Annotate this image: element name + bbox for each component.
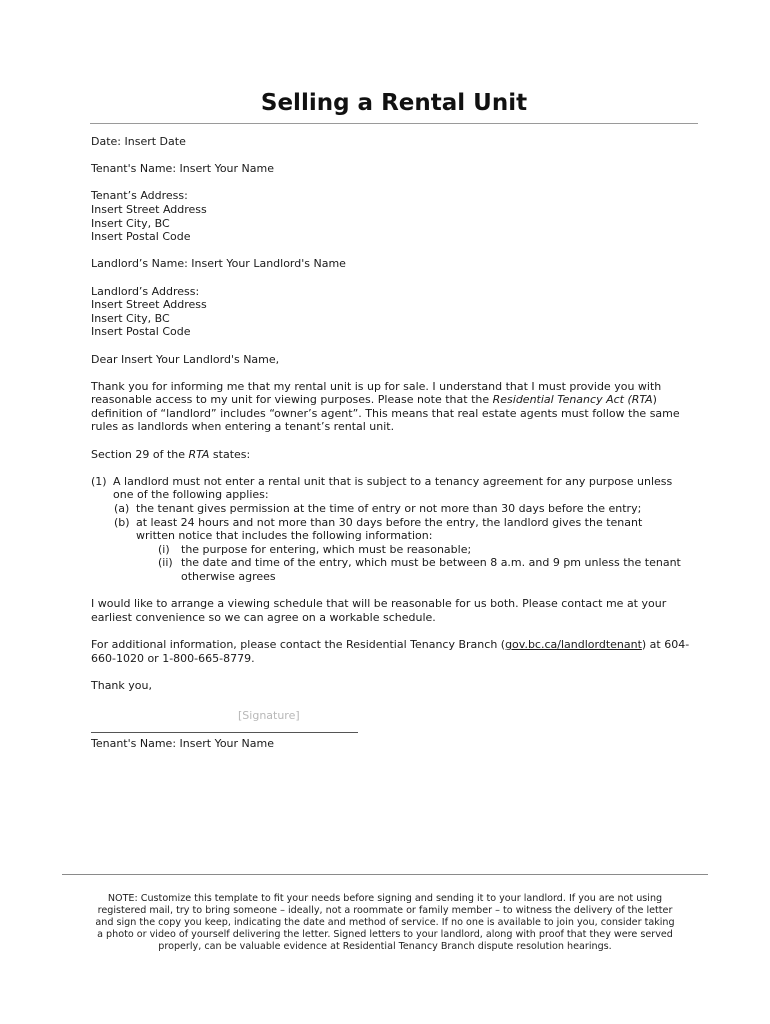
letter-body [91,135,691,692]
page-title: Selling a Rental Unit [260,90,528,116]
tenant-city: Insert City, BC [91,216,170,230]
tenant-postal: Insert Postal Code [91,230,191,244]
tenant-name-line: Tenant's Name: Insert Your Name [91,162,274,176]
viewing-paragraph: I would like to arrange a viewing schedule that will be reasonable for us both. Please contact me at your earliest convenience so we can agree on a workable schedule. [91,597,667,624]
clause-1a: (a) the tenant gives permission at the time of entry or not more than 30 days before the entry; [114,502,642,516]
signature-line [91,732,358,733]
footer-note: NOTE: Customize this template to fit your needs before signing and sending it to your landlord. If you are not using registered mail, try to bring someone – ideally, not a roommate or family member – to witness the delivery of the letter and sign the copy you keep, indicating the date and method of service. If no one is available to join you, consider taking a photo or video of yourself delivering the letter. Signed letters to your landlord, along with proof that they were served properly, can be valuable evidence at Residential Tenancy Branch dispute resolution hearings. [95,893,675,952]
clause-1b: (b) at least 24 hours and not more than 30 days before the entry, the landlord gives the tenant written notice that includes the following information: [114,515,643,543]
date-line: Date: Insert Date [91,135,186,148]
landlord-street: Insert Street Address [91,298,207,312]
signature-field[interactable]: [Signature] [238,709,300,722]
landlord-postal: Insert Postal Code [91,325,191,339]
tenant-street: Insert Street Address [91,202,207,216]
rtb-link[interactable]: gov.bc.ca/landlordtenant [505,637,642,651]
landlord-name-line: Landlord’s Name: Insert Your Landlord's Name [91,257,346,271]
landlord-address-label: Landlord’s Address: [91,284,200,298]
contact-paragraph: For additional information, please contact the Residential Tenancy Branch (gov.bc.ca/landlordtenant) at 604-660-1020 or 1-800-665-8779. [91,637,690,665]
salutation: Dear Insert Your Landlord's Name, [91,352,280,366]
title-divider [90,123,698,124]
clause-1b-ii: (ii) the date and time of the entry, which must be between 8 a.m. and 9 pm unless the tenant otherwise agrees [158,556,681,583]
section-intro: Section 29 of the RTA states: [91,447,251,461]
tenant-address-label: Tenant’s Address: [91,189,188,203]
landlord-city: Insert City, BC [91,311,170,325]
closing: Thank you, [91,678,152,692]
footer-divider [62,874,708,875]
clause-1b-i: (i) the purpose for entering, which must be reasonable; [158,542,472,556]
intro-paragraph: Thank you for informing me that my rental unit is up for sale. I understand that I must provide you with reasonable access to my unit for viewing purposes. Please note that the Residential Tenancy Act (RTA) definition of “landlord” includes “owner’s agent”. This means that real estate agents must follow the same rules as landlords when entering a tenant’s rental unit. [91,379,680,434]
clause-1: (1) A landlord must not enter a rental unit that is subject to a tenancy agreement for any purpose unless one of the following applies: [91,474,673,502]
act-name: Residential Tenancy Act (RTA [492,393,653,407]
signature-name: Tenant's Name: Insert Your Name [91,737,274,750]
